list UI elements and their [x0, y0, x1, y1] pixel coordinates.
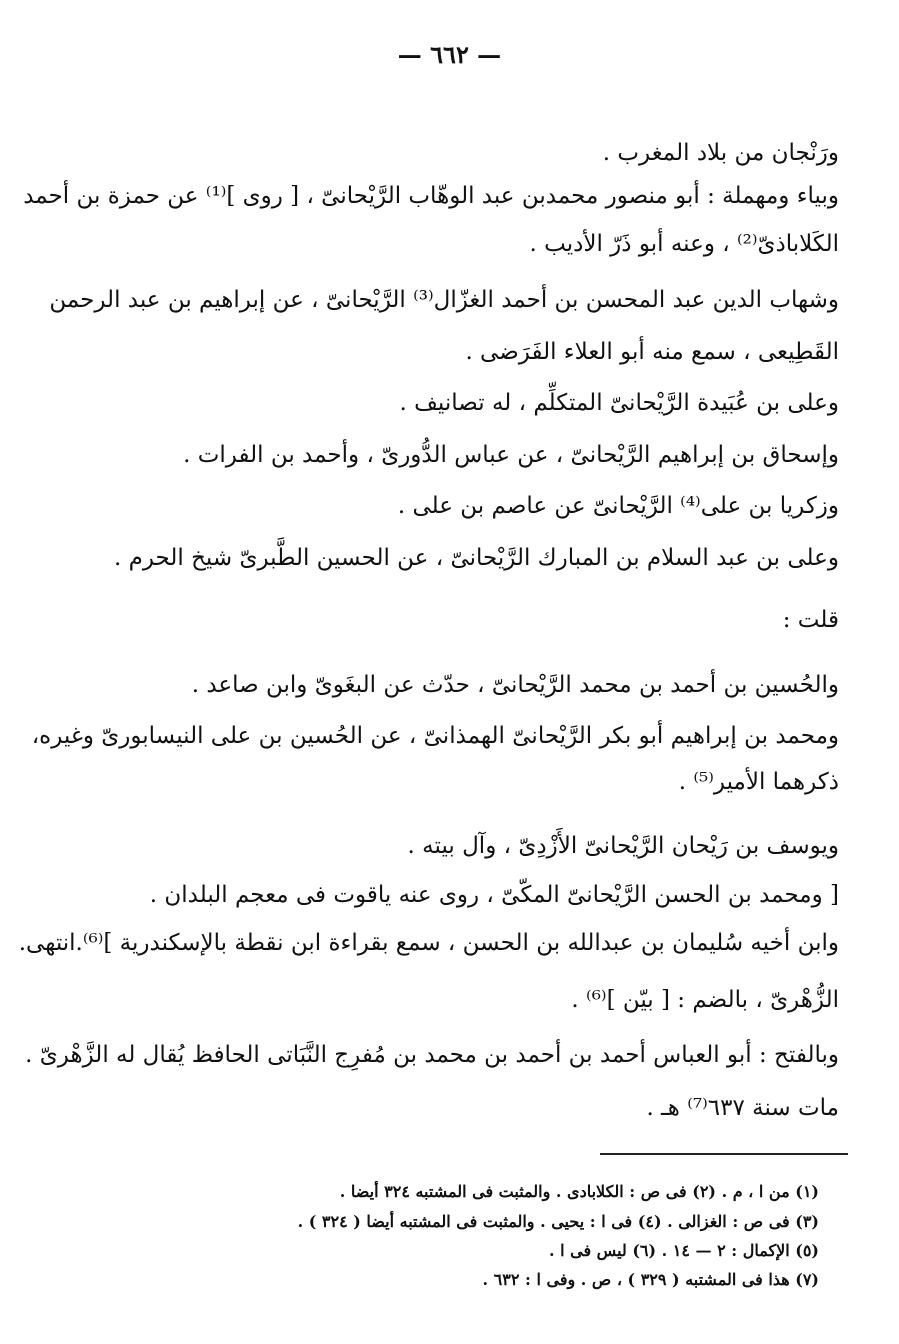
- text-line: وبالفتح : أبو العباس أحمد بن أحمد بن محمد بن مُفرِج النَّبَاتى الحافظ يُقال له الزَّهْرىّ .: [25, 1042, 839, 1068]
- footnote-line: (٥) الإكمال : ٢ — ١٤ . (٦) ليس فى ا .: [548, 1241, 819, 1260]
- text-line: وابن أخيه سُليمان بن عبدالله بن الحسن ، سمع بقراءة ابن نقطة بالإسكندرية ]⁽⁶⁾.انتهى.: [18, 930, 839, 956]
- page-number: — ٦٦٢ —: [397, 40, 502, 69]
- text-line: وشهاب الدين عبد المحسن بن أحمد الغزّال⁽³⁾ الرَّيْحانىّ ، عن إبراهيم بن عبد الرحمن: [49, 287, 839, 313]
- text-line: [ ومحمد بن الحسن الرَّيْحانىّ المكّىّ ، روى عنه ياقوت فى معجم البلدان .: [149, 882, 839, 908]
- text-line: ذكرهما الأمير⁽⁵⁾ .: [678, 769, 839, 795]
- text-line: ورَنْجان من بلاد المغرب .: [602, 140, 839, 166]
- text-line: ويوسف بن رَيْحان الرَّيْحانىّ الأَزْدِىّ ، وآل بيته .: [407, 833, 839, 859]
- text-line: والحُسين بن أحمد بن محمد الرَّيْحانىّ ، حدّث عن البغَوىّ وابن صاعد .: [191, 672, 839, 698]
- text-line: مات سنة ٦٣٧⁽⁷⁾ هـ .: [646, 1095, 839, 1121]
- footnote-line: (٣) فى ص : الغزالى . (٤) فى ا : يحيى . والمثبت فى المشتبه أيضا ( ٣٢٤ ) .: [297, 1212, 819, 1231]
- text-line: وعلى بن عبد السلام بن المبارك الرَّيْحانىّ ، عن الحسين الطَّبرىّ شيخ الحرم .: [113, 545, 839, 571]
- text-line: الكَلاباذىّ⁽²⁾ ، وعنه أبو ذَرّ الأديب .: [529, 231, 839, 257]
- text-line: وبياء ومهملة : أبو منصور محمدبن عبد الوهّاب الرَّيْحانىّ ، [ روى ]⁽¹⁾ عن حمزة بن أحمد: [23, 183, 839, 209]
- footnote-line: (١) من ا ، م . (٢) فى ص : الكلابادى . والمثبت فى المشتبه ٣٢٤ أيضا .: [339, 1182, 819, 1201]
- footnote-separator: [600, 1153, 848, 1155]
- text-line: وعلى بن عُبَيدة الرَّيْحانىّ المتكلِّم ، له تصانيف .: [399, 390, 839, 416]
- text-line: الزُّهْرىّ ، بالضم : [ بيّن ]⁽⁶⁾ .: [571, 987, 839, 1013]
- section-heading: قلت :: [782, 607, 839, 633]
- text-line: وإسحاق بن إبراهيم الرَّيْحانىّ ، عن عباس الدُّورىّ ، وأحمد بن الفرات .: [183, 442, 839, 468]
- text-line: وزكريا بن على⁽⁴⁾ الرَّيْحانىّ عن عاصم بن على .: [397, 493, 839, 519]
- footnote-line: (٧) هذا فى المشتبه ( ٣٢٩ ) ، ص . وفى ا : ٦٣٢ .: [482, 1270, 819, 1289]
- text-line: القَطِيعى ، سمع منه أبو العلاء الفَرَضى .: [465, 339, 839, 365]
- text-line: ومحمد بن إبراهيم أبو بكر الرَّيْحانىّ الهمذانىّ ، عن الحُسين بن على النيسابورىّ وغيره،: [31, 723, 839, 749]
